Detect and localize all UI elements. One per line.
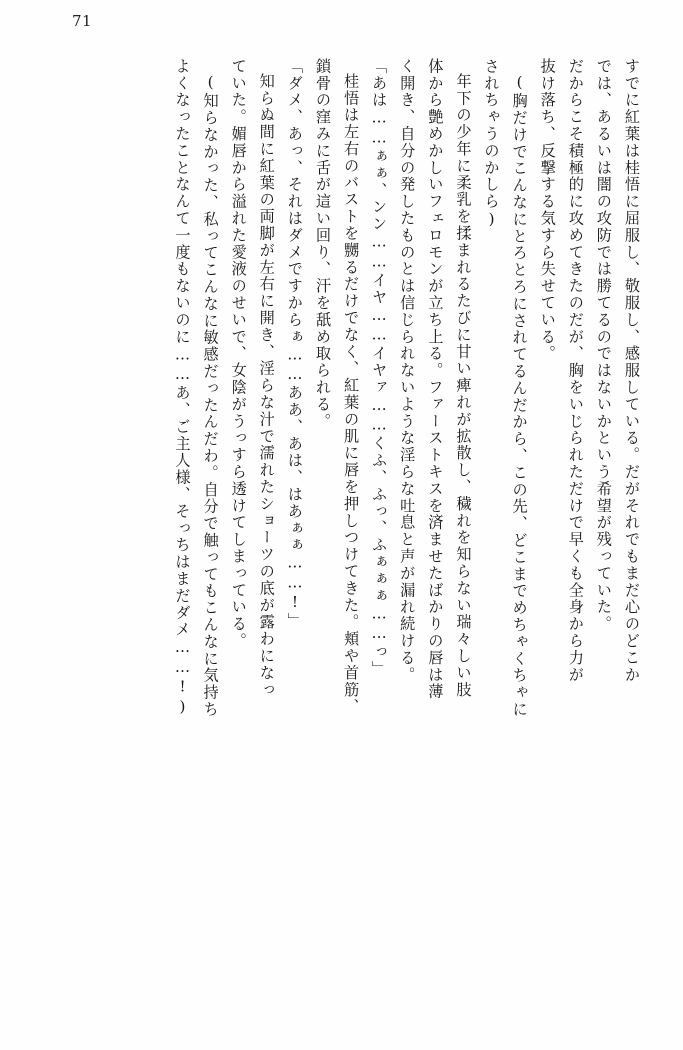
text-line: 鎖骨の窪みに舌が這い回り、汗を舐め取られる。 <box>313 58 332 430</box>
text-line: (胸だけでこんなにとろとろにされてるんだから、この先、どこまでめちゃくちゃに <box>510 73 529 718</box>
text-line: すでに紅葉は桂悟に屈服し、敬服し、感服している。だがそれでもまだ心のどこか <box>623 58 641 684</box>
text-line: では、あるいは闇の攻防では勝てるのではないかという希望が残っていた。 <box>594 58 613 633</box>
text-line: よくなったことなんて一度もないのに……あ、ご主人様、そっちはまだダメ……!) <box>173 58 192 717</box>
text-line: 「ダメ、あっ、それはダメですからぁ……ああ、あは、はあぁぁ……!」 <box>285 58 304 630</box>
text-line: 年下の少年に柔乳を揉まれるたびに甘い痺れが拡散し、穢れを知らない瑞々しい肢 <box>454 73 473 699</box>
text-line: (知らなかった、私ってこんなに敏感だったんだわ。自分で触ってもこんなに気持ち <box>201 73 220 718</box>
text-line: ていた。媚唇から溢れた愛液のせいで、女陰がうっすら透けてしまっている。 <box>229 58 248 650</box>
vertical-text-body <box>44 58 639 1028</box>
text-line: 桂悟は左右のバストを嬲るだけでなく、紅葉の肌に唇を押しつけてきた。頬や首筋、 <box>342 73 361 716</box>
text-line: されちゃうのかしら) <box>482 58 501 230</box>
text-line: だからこそ積極的に攻めてきたのだが、胸をいじられただけで早くも全身から力が <box>566 58 585 684</box>
text-line: く開き、自分の発したものとは信じられないような淫らな吐息と声が漏れ続ける。 <box>398 58 417 684</box>
text-line: 「あは……ぁぁ、ンン……イヤ……イヤァ……くふ、ふっ、ふぁぁぁ……っ」 <box>370 58 389 678</box>
text-line: 抜け落ち、反撃する気すら失せている。 <box>538 58 557 363</box>
text-line: 知らぬ間に紅葉の両脚が左右に開き、淫らな汁で濡れたショーツの底が露わになっ <box>257 73 276 699</box>
page-number: 71 <box>72 12 93 30</box>
text-line: 体から艶めかしいフェロモンが立ち上る。ファーストキスを済ませたばかりの唇は薄 <box>426 58 445 701</box>
